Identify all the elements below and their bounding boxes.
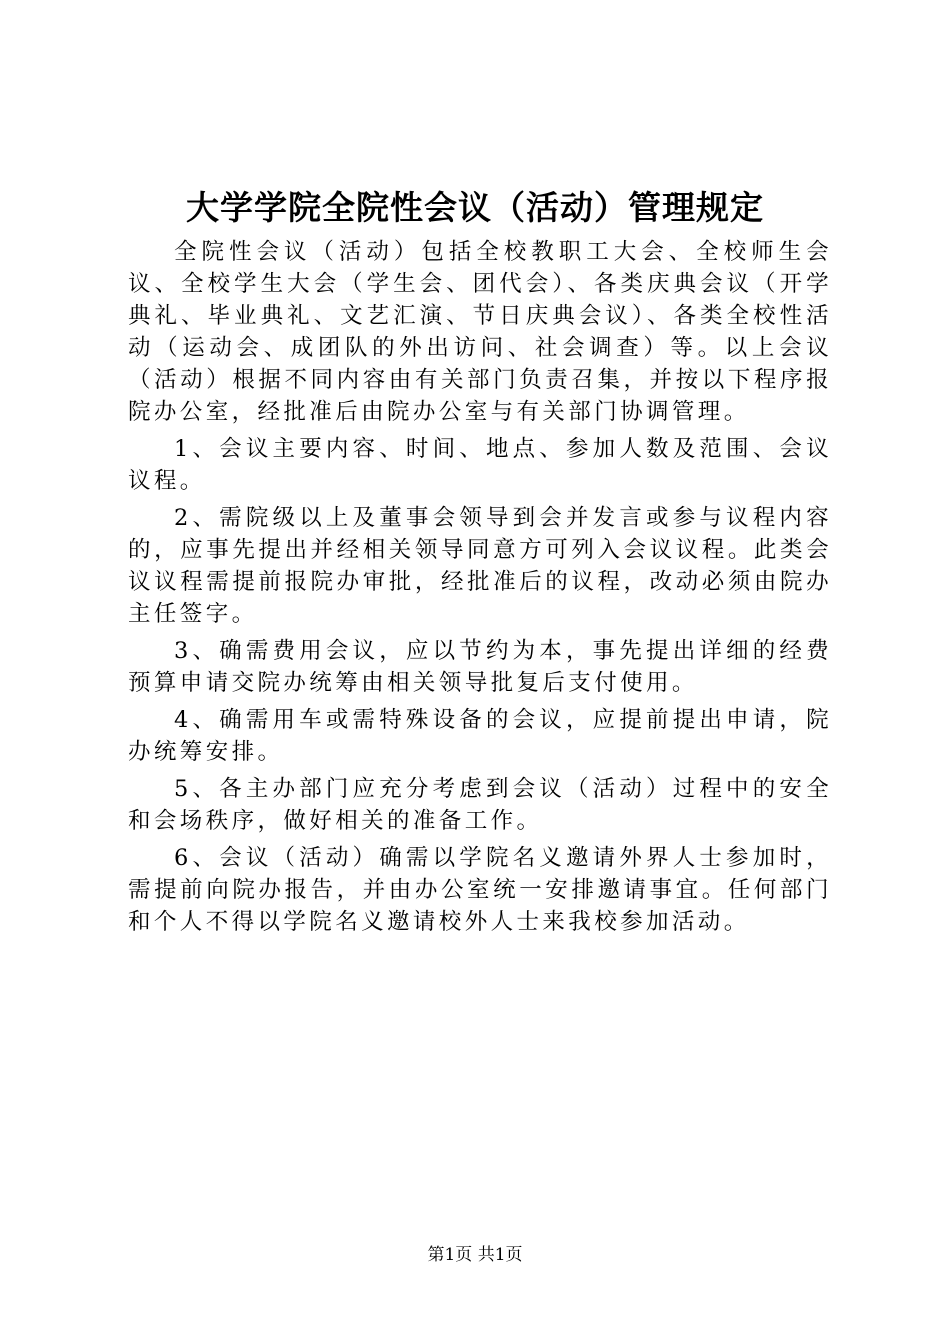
document-body — [128, 236, 832, 938]
rule-item-1: 1、会议主要内容、时间、地点、参加人数及范围、会议议程。 — [128, 436, 832, 494]
rule-item-3: 3、确需费用会议，应以节约为本，事先提出详细的经费预算申请交院办统筹由相关领导批复后支付使用。 — [128, 638, 832, 696]
rule-item-2: 2、需院级以上及董事会领导到会并发言或参与议程内容的，应事先提出并经相关领导同意方可列入会议议程。此类会议议程需提前报院办审批，经批准后的议程，改动必须由院办主任签字。 — [128, 505, 832, 627]
rule-item-6: 6、会议（活动）确需以学院名义邀请外界人士参加时，需提前向院办报告，并由办公室统一安排邀请事宜。任何部门和个人不得以学院名义邀请校外人士来我校参加活动。 — [128, 845, 832, 935]
document-title: 大学学院全院性会议（活动）管理规定 — [186, 188, 764, 227]
page-number-footer: 第1页 共1页 — [427, 1245, 523, 1265]
intro-paragraph: 全院性会议（活动）包括全校教职工大会、全校师生会议、全校学生大会（学生会、团代会）、各类庆典会议（开学典礼、毕业典礼、文艺汇演、节日庆典会议）、各类全校性活动（运动会、成团队的外出访问、社会调查）等。以上会议（活动）根据不同内容由有关部门负责召集，并按以下程序报院办公室，经批准后由院办公室与有关部门协调管理。 — [128, 239, 832, 425]
rule-item-4: 4、确需用车或需特殊设备的会议，应提前提出申请，院办统筹安排。 — [128, 707, 832, 765]
rule-item-5: 5、各主办部门应充分考虑到会议（活动）过程中的安全和会场秩序，做好相关的准备工作。 — [128, 776, 832, 834]
